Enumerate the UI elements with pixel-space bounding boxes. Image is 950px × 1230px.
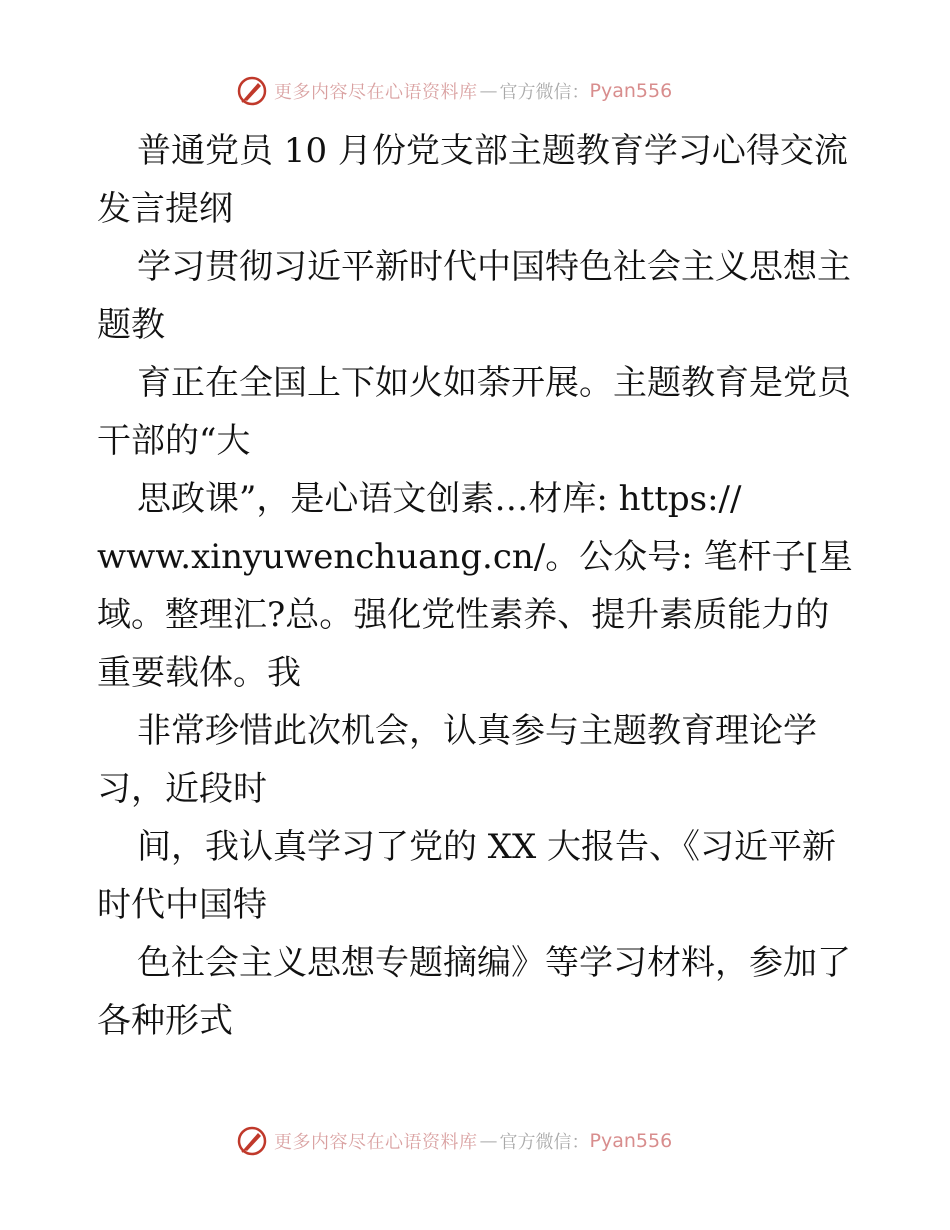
text-line: 域。整理汇?总。强化党性素养、提升素质能力的 <box>97 595 830 635</box>
text-line: 非常珍惜此次机会，认真参与主题教育理论学 <box>137 711 817 751</box>
text-line: 发言提纲 <box>97 189 233 229</box>
banner-wechat-label: 官方微信： <box>499 82 590 103</box>
text-line: 思政课”，是心语文创素…材库: https:// <box>137 479 742 519</box>
banner-wechat-id: Pyan556 <box>589 80 673 102</box>
text-line: 干部的“大 <box>97 421 251 461</box>
banner-main-text: 更多内容尽在心语资料库 <box>274 1132 478 1153</box>
banner-wechat-label: 官方微信： <box>499 1132 590 1153</box>
text-line: 普通党员 10 月份党支部主题教育学习心得交流 <box>137 131 848 171</box>
text-line: 重要载体。我 <box>97 653 301 693</box>
banner-dash: — <box>479 80 498 102</box>
banner-main-text: 更多内容尽在心语资料库 <box>274 82 478 103</box>
quill-logo-icon <box>236 1125 268 1157</box>
text-line: 习，近段时 <box>97 769 267 809</box>
document-body <box>97 122 857 1050</box>
footer-watermark <box>236 1124 672 1158</box>
text-line: 学习贯彻习近平新时代中国特色社会主义思想主 <box>137 247 851 287</box>
text-line: 时代中国特 <box>97 885 267 925</box>
text-line: 育正在全国上下如火如荼开展。主题教育是党员 <box>137 363 851 403</box>
text-line: 题教 <box>97 305 165 345</box>
text-line: www.xinyuwenchuang.cn/。公众号: 笔杆子[星 <box>97 537 853 577</box>
quill-logo-icon <box>236 75 268 107</box>
text-line: 间，我认真学习了党的 XX 大报告、《习近平新 <box>137 827 837 867</box>
banner-dash: — <box>479 1130 498 1152</box>
header-watermark <box>236 74 672 108</box>
banner-wechat-id: Pyan556 <box>589 1130 673 1152</box>
text-line: 各种形式 <box>97 1001 233 1041</box>
text-line: 色社会主义思想专题摘编》等学习材料，参加了 <box>137 943 851 983</box>
